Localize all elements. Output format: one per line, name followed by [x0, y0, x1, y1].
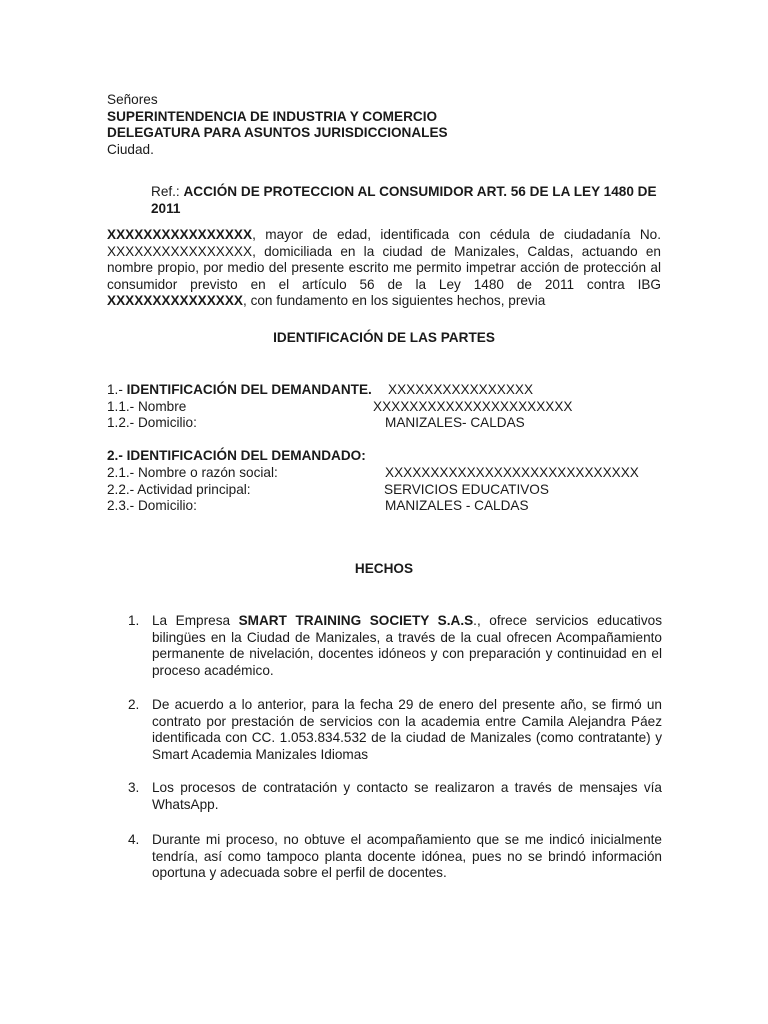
- reference-line: [151, 184, 663, 217]
- defendant-name-label: 2.1.- Nombre o razón social:: [107, 465, 278, 480]
- intro-text-1: , mayor de edad, identificada con cédula de ciudadanía No. XXXXXXXXXXXXXXXX, domiciliada en la ciudad de Manizales, Caldas, actuando en nombre propio, por medio del presente escrito me permito impetrar acción de protección al consumidor previsto en el artículo 56 de la Ley 1480 de 2011 contra IBG: [107, 227, 661, 292]
- plaintiff-address-value: MANIZALES- CALDAS: [385, 415, 525, 430]
- fact-text: La Empresa: [152, 613, 239, 628]
- defendant-name: XXXXXXXXXXXXXXX: [107, 293, 244, 308]
- defendant-name-value: XXXXXXXXXXXXXXXXXXXXXXXXXXXX: [385, 465, 639, 480]
- salutation: Señores: [107, 92, 158, 107]
- plaintiff-title-line: [107, 382, 372, 398]
- addressee-city: Ciudad.: [107, 142, 154, 157]
- plaintiff-name-label: 1.1.- Nombre: [107, 399, 187, 414]
- defendant-activity-value: SERVICIOS EDUCATIVOS: [384, 482, 549, 497]
- fact-item: [152, 613, 662, 679]
- plaintiff-name-value: XXXXXXXXXXXXXXXXXXXXXX: [373, 399, 573, 414]
- parties-heading: IDENTIFICACIÓN DE LAS PARTES: [273, 330, 495, 345]
- fact-number: 4.: [128, 832, 140, 847]
- fact-item: De acuerdo a lo anterior, para la fecha 29 de enero del presente año, se firmó un contrato por prestación de servicios con la academia entre Camila Alejandra Páez identificada con CC. 1.053.834.532 de la ciudad de Manizales (como contratante) y Smart Academia Manizales Idiomas: [152, 697, 662, 762]
- reference-label: Ref.:: [151, 184, 184, 199]
- fact-number: 2.: [128, 697, 140, 712]
- fact-item: Durante mi proceso, no obtuve el acompañamiento que se me indicó inicialmente tendría, así como tampoco planta docente idónea, pues no se brindó información oportuna y adecuada sobre el perfil de docentes.: [152, 832, 662, 880]
- addressee-delegation: DELEGATURA PARA ASUNTOS JURISDICCIONALES: [107, 125, 448, 140]
- fact-text: ., ofrece servicios educativos bilingües en la Ciudad de Manizales, a través de la cual ofrecen Acompañamiento permanente de nivelación, docentes idóneos y con preparación y continuidad en el proceso académico.: [152, 613, 662, 678]
- intro-paragraph: [107, 227, 661, 310]
- fact-number: 1.: [128, 613, 140, 628]
- defendant-title: 2.- IDENTIFICACIÓN DEL DEMANDADO:: [107, 448, 366, 463]
- reference-text: ACCIÓN DE PROTECCION AL CONSUMIDOR ART. 56 DE LA LEY 1480 DE 2011: [151, 184, 657, 216]
- company-name: SMART TRAINING SOCIETY S.A.S: [238, 613, 474, 628]
- intro-text-2: , con fundamento en los siguientes hechos, previa: [243, 293, 546, 308]
- defendant-address-value: MANIZALES - CALDAS: [385, 498, 529, 513]
- plaintiff-title-value: XXXXXXXXXXXXXXXX: [388, 382, 534, 397]
- addressee-entity: SUPERINTENDENCIA DE INDUSTRIA Y COMERCIO: [107, 109, 438, 124]
- defendant-activity-label: 2.2.- Actividad principal:: [107, 482, 251, 497]
- plaintiff-name: XXXXXXXXXXXXXXXX: [107, 227, 253, 242]
- fact-item: Los procesos de contratación y contacto se realizaron a través de mensajes vía WhatsApp.: [152, 780, 662, 812]
- defendant-address-label: 2.3.- Domicilio:: [107, 498, 197, 513]
- plaintiff-title: IDENTIFICACIÓN DEL DEMANDANTE.: [126, 382, 372, 397]
- fact-number: 3.: [128, 780, 140, 795]
- plaintiff-prefix: 1.-: [107, 382, 127, 397]
- facts-heading: HECHOS: [354, 561, 414, 576]
- plaintiff-address-label: 1.2.- Domicilio:: [107, 415, 197, 430]
